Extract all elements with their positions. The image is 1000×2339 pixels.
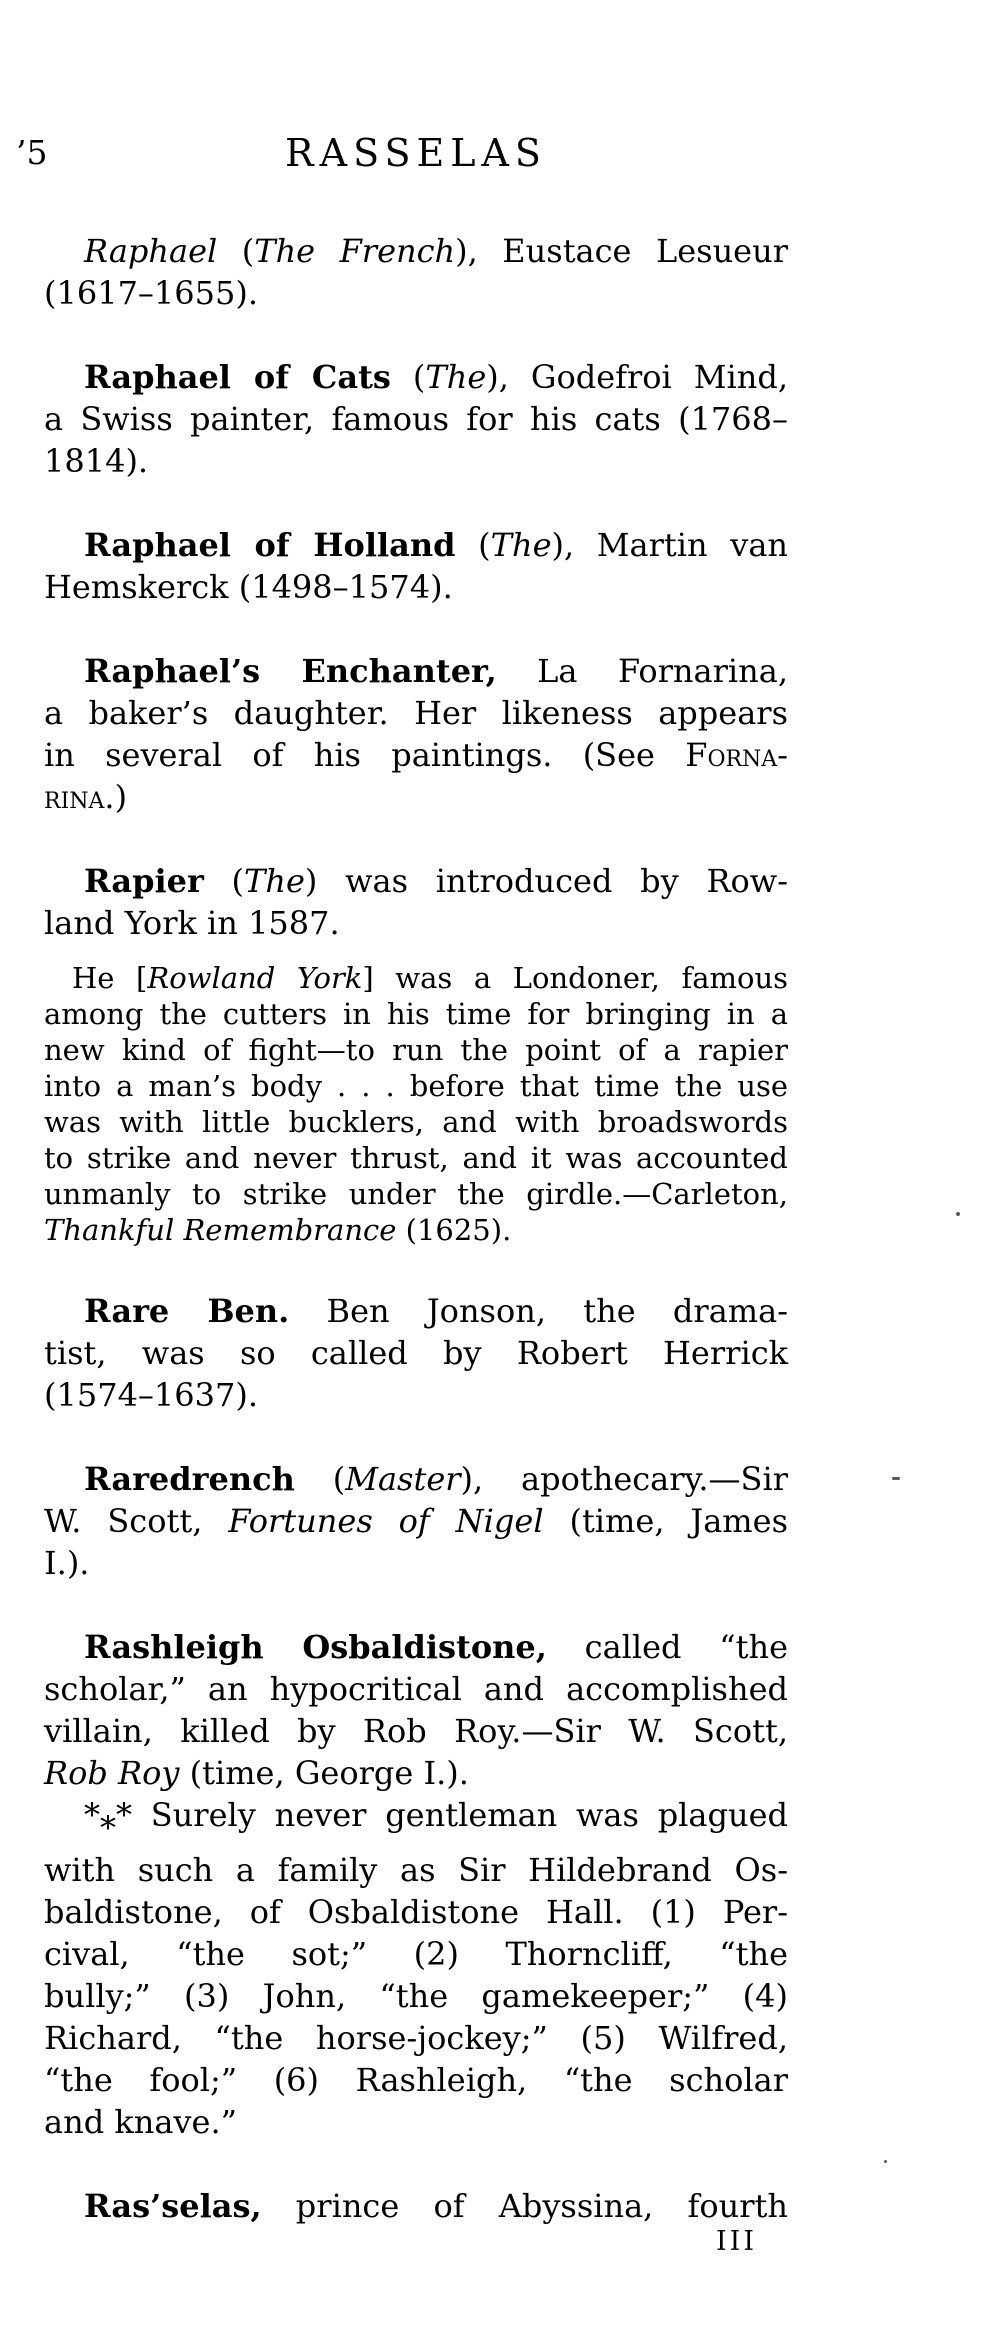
text-line bbox=[44, 1849, 788, 1891]
entry-rasselas bbox=[44, 2185, 788, 2227]
text-segment: ( bbox=[294, 1460, 346, 1498]
text-segment: Master bbox=[345, 1460, 461, 1498]
text-segment: ), Eustace Lesueur bbox=[455, 232, 789, 270]
text-segment: (1574–1637). bbox=[44, 1376, 259, 1414]
text-segment: .) bbox=[104, 778, 128, 816]
text-line bbox=[44, 1032, 788, 1068]
entry-raphael-of-holland bbox=[44, 524, 788, 608]
text-segment: Forna- bbox=[685, 736, 788, 774]
text-segment: Thankful Remembrance bbox=[44, 1213, 397, 1247]
text-line bbox=[44, 650, 788, 692]
text-segment: new kind of fight—to run the point of a rapier bbox=[44, 1033, 788, 1067]
text-segment: The bbox=[490, 526, 552, 564]
text-segment: with such a family as Sir Hildebrand Os- bbox=[44, 1851, 788, 1890]
text-segment: unmanly to strike under the girdle.—Carleton, bbox=[44, 1177, 788, 1211]
text-line bbox=[44, 524, 788, 566]
text-line bbox=[44, 1975, 788, 2017]
text-segment: (time, James bbox=[543, 1502, 788, 1540]
text-segment: ), Martin van bbox=[551, 526, 789, 564]
text-segment: ), Godefroi Mind, bbox=[486, 358, 789, 396]
text-line bbox=[44, 1891, 788, 1933]
text-segment: a baker’s daughter. Her likeness appears bbox=[44, 694, 788, 732]
text-line bbox=[44, 1104, 788, 1140]
entry-raphael-the-french bbox=[44, 230, 788, 314]
text-line bbox=[44, 2101, 788, 2143]
text-line bbox=[44, 1794, 788, 1849]
text-segment: The bbox=[425, 358, 487, 396]
text-segment: Raphael of Cats bbox=[84, 358, 391, 396]
text-line bbox=[44, 860, 788, 902]
text-line bbox=[44, 272, 788, 314]
text-line bbox=[44, 1374, 788, 1416]
text-line bbox=[44, 1752, 788, 1794]
text-segment: (1625). bbox=[396, 1213, 512, 1247]
text-segment: 1814). bbox=[44, 442, 149, 480]
text-segment: Ben Jonson, the drama- bbox=[289, 1292, 789, 1330]
text-line bbox=[44, 440, 788, 482]
text-segment: Rowland York bbox=[147, 961, 363, 995]
page-number: ’5 bbox=[16, 133, 48, 172]
text-line bbox=[44, 692, 788, 734]
scan-speck bbox=[884, 2160, 887, 2163]
quote-rowland-york bbox=[44, 960, 788, 1248]
signature-mark: III bbox=[716, 2226, 757, 2257]
text-segment: Raredrench bbox=[84, 1460, 295, 1498]
entry-rare-ben bbox=[44, 1290, 788, 1416]
text-segment: bully;” (3) John, “the gamekeeper;” (4) bbox=[44, 1977, 788, 2016]
text-line bbox=[44, 996, 788, 1032]
text-segment: Rapier bbox=[84, 862, 204, 900]
entry-rapier bbox=[44, 860, 788, 944]
text-line bbox=[44, 398, 788, 440]
text-segment: W. Scott, bbox=[44, 1502, 229, 1540]
text-line bbox=[44, 960, 788, 996]
text-segment: * bbox=[116, 1796, 132, 1834]
text-segment: ( bbox=[455, 526, 491, 564]
text-segment: Rob Roy bbox=[44, 1754, 180, 1792]
text-line bbox=[44, 1668, 788, 1710]
text-segment: Rashleigh Osbaldistone, bbox=[84, 1628, 547, 1666]
text-line bbox=[44, 2059, 788, 2101]
text-segment: Ras’selas, bbox=[84, 2187, 262, 2226]
text-segment: (1617–1655). bbox=[44, 274, 259, 312]
text-line bbox=[44, 1500, 788, 1542]
entry-raphaels-enchanter bbox=[44, 650, 788, 818]
scan-speck bbox=[956, 1212, 960, 1216]
text-segment: among the cutters in his time for bringing in a bbox=[44, 997, 788, 1031]
text-segment: Surely never gentleman was plagued bbox=[132, 1796, 788, 1834]
text-segment: Raphael bbox=[84, 232, 218, 270]
text-segment: * bbox=[84, 1796, 100, 1834]
text-segment: Raphael’s Enchanter, bbox=[84, 652, 497, 690]
text-segment: rina bbox=[44, 778, 105, 816]
text-line bbox=[44, 1290, 788, 1332]
text-segment: land York in 1587. bbox=[44, 904, 340, 942]
text-line bbox=[44, 734, 788, 776]
text-segment: cival, “the sot;” (2) Thorncliff, “the bbox=[44, 1935, 788, 1974]
entry-raredrench bbox=[44, 1458, 788, 1584]
text-line bbox=[44, 566, 788, 608]
text-line bbox=[44, 902, 788, 944]
text-line bbox=[44, 1068, 788, 1104]
text-segment: scholar,” an hypocritical and accomplished bbox=[44, 1670, 788, 1708]
text-line bbox=[44, 1626, 788, 1668]
text-line bbox=[44, 2017, 788, 2059]
scan-speck bbox=[892, 1477, 900, 1480]
text-column bbox=[44, 230, 788, 2227]
text-line bbox=[44, 1542, 788, 1584]
text-segment: He [ bbox=[72, 961, 148, 995]
text-segment: The bbox=[244, 862, 305, 900]
text-segment: ), apothecary.—Sir bbox=[460, 1460, 788, 1498]
text-line bbox=[44, 1933, 788, 1975]
text-line bbox=[44, 1212, 788, 1248]
text-segment: and knave.” bbox=[44, 2103, 237, 2142]
text-segment: “the fool;” (6) Rashleigh, “the scholar bbox=[44, 2061, 788, 2100]
text-segment: Hemskerck (1498–1574). bbox=[44, 568, 453, 606]
text-segment: ( bbox=[390, 358, 426, 396]
text-segment: into a man’s body . . . before that time the use bbox=[44, 1069, 788, 1103]
text-segment: to strike and never thrust, and it was accounted bbox=[44, 1141, 788, 1175]
text-line bbox=[44, 1176, 788, 1212]
entry-raphael-of-cats bbox=[44, 356, 788, 482]
text-segment: ( bbox=[203, 862, 245, 900]
text-segment: in several of his paintings. (See bbox=[44, 736, 686, 774]
text-segment: Richard, “the horse-jockey;” (5) Wilfred, bbox=[44, 2019, 788, 2058]
text-segment: prince of Abyssina, fourth bbox=[261, 2187, 788, 2226]
entry-rashleigh-osbaldistone bbox=[44, 1626, 788, 1794]
text-line bbox=[44, 2185, 788, 2227]
text-segment: Fortunes of Nigel bbox=[228, 1502, 544, 1540]
text-segment: * bbox=[100, 1809, 116, 1848]
text-line bbox=[44, 230, 788, 272]
text-segment: (time, George I.). bbox=[179, 1754, 469, 1792]
text-line bbox=[44, 1458, 788, 1500]
text-segment: La Fornarina, bbox=[496, 652, 789, 690]
text-line bbox=[44, 1710, 788, 1752]
text-segment: called “the bbox=[546, 1628, 789, 1666]
text-segment: baldistone, of Osbaldistone Hall. (1) Per- bbox=[44, 1893, 788, 1932]
note-osbaldistone-family bbox=[44, 1794, 788, 2143]
text-line bbox=[44, 776, 788, 818]
text-segment: I.). bbox=[44, 1544, 90, 1582]
text-segment: Rare Ben. bbox=[84, 1292, 290, 1330]
text-segment: was with little bucklers, and with broadswords bbox=[44, 1105, 788, 1139]
running-head: RASSELAS bbox=[285, 131, 547, 175]
text-line bbox=[44, 1332, 788, 1374]
text-segment: a Swiss painter, famous for his cats (1768– bbox=[44, 400, 788, 438]
text-segment: Raphael of Holland bbox=[84, 526, 456, 564]
text-segment: villain, killed by Rob Roy.—Sir W. Scott, bbox=[44, 1712, 788, 1750]
text-line bbox=[44, 356, 788, 398]
text-line bbox=[44, 1140, 788, 1176]
text-segment: ( bbox=[217, 232, 255, 270]
text-segment: The French bbox=[254, 232, 456, 270]
text-segment: ] was a Londoner, famous bbox=[362, 961, 789, 995]
text-segment: tist, was so called by Robert Herrick bbox=[44, 1334, 788, 1372]
text-segment: ) was introduced by Row- bbox=[304, 862, 789, 900]
